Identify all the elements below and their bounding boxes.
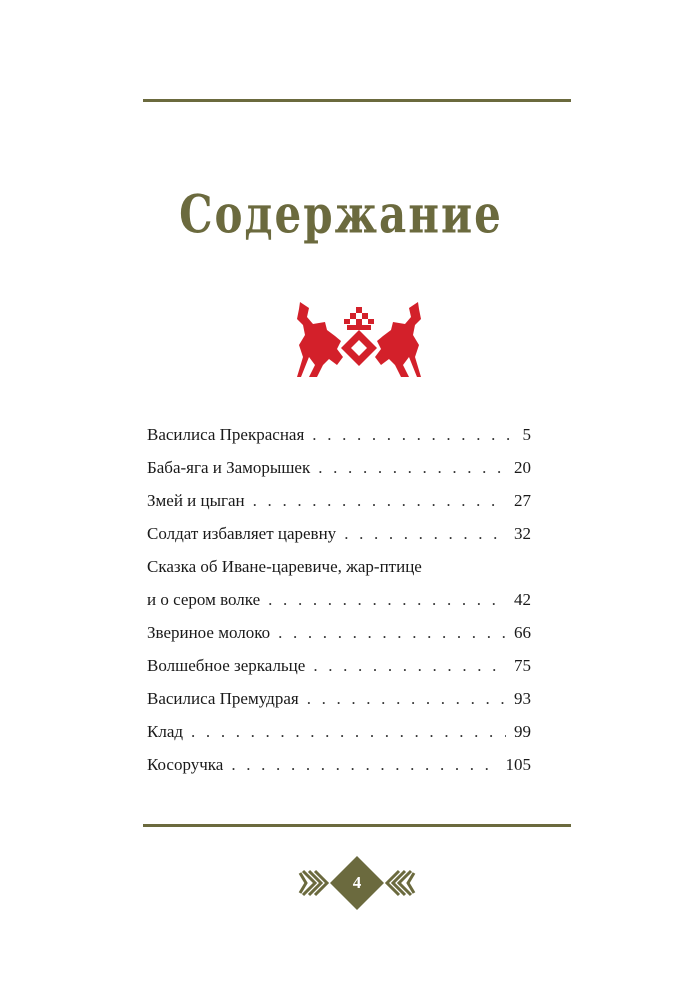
bottom-rule bbox=[143, 824, 571, 827]
toc-entry-page: 105 bbox=[505, 755, 531, 774]
table-of-contents bbox=[147, 424, 531, 787]
top-rule bbox=[143, 99, 571, 102]
toc-entry-title: Волшебное зеркальце bbox=[147, 656, 306, 675]
toc-entry[interactable] bbox=[147, 655, 531, 677]
dot-leader bbox=[191, 721, 506, 743]
toc-entry-title-line1: Сказка об Иване-царевиче, жар-птице bbox=[147, 557, 422, 576]
toc-entry-page: 20 bbox=[514, 458, 531, 477]
dot-leader bbox=[253, 490, 506, 512]
page-title: Содержание bbox=[179, 183, 503, 246]
dot-leader bbox=[318, 457, 506, 479]
toc-entry-title: Косоручка bbox=[147, 755, 224, 774]
toc-entry-page: 75 bbox=[514, 656, 531, 675]
dot-leader bbox=[344, 523, 506, 545]
dot-leader bbox=[313, 655, 506, 677]
toc-entry[interactable] bbox=[147, 721, 531, 743]
toc-entry-title: Баба-яга и Заморышек bbox=[147, 458, 311, 477]
toc-entry[interactable] bbox=[147, 424, 531, 446]
toc-entry-page: 66 bbox=[514, 623, 531, 642]
toc-entry-title: и о сером волке bbox=[147, 590, 261, 609]
toc-entry-title: Клад bbox=[147, 722, 184, 741]
toc-entry-title: Змей и цыган bbox=[147, 491, 245, 510]
toc-entry-page: 42 bbox=[514, 590, 531, 609]
toc-entry[interactable] bbox=[147, 457, 531, 479]
toc-entry[interactable] bbox=[147, 688, 531, 710]
toc-entry[interactable] bbox=[147, 754, 531, 776]
toc-entry[interactable] bbox=[147, 622, 531, 644]
dot-leader bbox=[312, 424, 514, 446]
toc-entry-title: Солдат избавляет царевну bbox=[147, 524, 337, 543]
toc-entry-title: Василиса Премудрая bbox=[147, 689, 299, 708]
toc-entry-page: 99 bbox=[514, 722, 531, 741]
page-number: 4 bbox=[352, 873, 362, 892]
dot-leader bbox=[307, 688, 506, 710]
toc-entry[interactable] bbox=[147, 523, 531, 545]
toc-entry-page: 32 bbox=[514, 524, 531, 543]
toc-entry-page: 27 bbox=[514, 491, 531, 510]
dot-leader bbox=[278, 622, 506, 644]
toc-entry[interactable] bbox=[147, 556, 531, 611]
dot-leader bbox=[268, 589, 506, 611]
dot-leader bbox=[231, 754, 497, 776]
toc-entry-page: 93 bbox=[514, 689, 531, 708]
toc-entry-title: Василиса Прекрасная bbox=[147, 425, 305, 444]
toc-entry[interactable] bbox=[147, 490, 531, 512]
red-twin-horses-icon bbox=[297, 297, 421, 377]
toc-entry-title: Звериное молоко bbox=[147, 623, 271, 642]
toc-entry-page: 5 bbox=[522, 425, 531, 444]
